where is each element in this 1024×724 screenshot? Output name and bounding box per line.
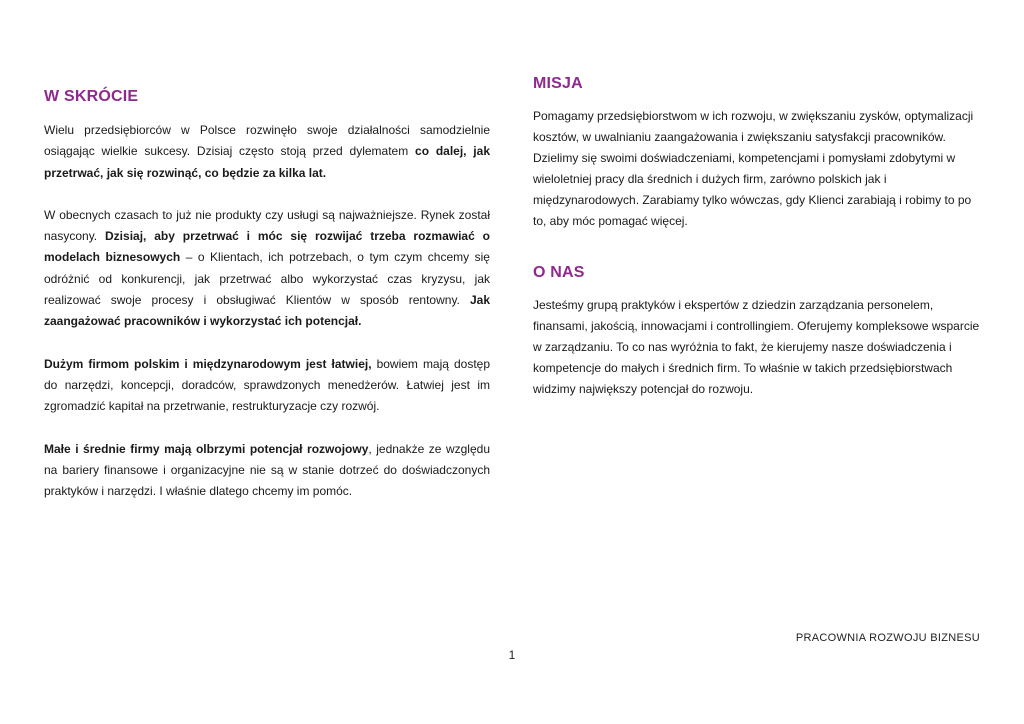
paragraph-intro: [44, 120, 490, 184]
paragraph-o-nas: Jesteśmy grupą praktyków i ekspertów z dziedzin zarządzania personelem, finansami, jakością, innowacjami i controllingiem. Oferujemy kompleksowe wsparcie w zarządzaniu. To co nas wyróżnia to fakt, że kierujemy nasze doświadczenia i kompetencje do małych i średnich firm. To właśnie w takich przedsiębiorstwach widzimy największy potencjał do rozwoju.: [533, 298, 980, 396]
footer-brand: PRACOWNIA ROZWOJU BIZNESU: [795, 632, 980, 644]
paragraph-big-firms-text: bowiem mają dostęp do narzędzi, koncepcji, doradców, sprawdzonych menedżerów. Łatwiej jest im zgromadzić kapitał na przetrwanie, restrukturyzacje czy rozwój.: [44, 356, 490, 414]
paragraph-small-firms: [44, 439, 490, 503]
section-heading-misja: MISJA: [533, 75, 583, 92]
paragraph-intro-bold: co dalej, jak przetrwać, jak się rozwinąć, co będzie za kilka lat.: [44, 144, 490, 180]
right-column: [533, 75, 981, 400]
paragraph-small-firms-bold: Małe i średnie firmy mają olbrzymi potencjał rozwojowy: [44, 441, 369, 456]
paragraph-intro-text: Wielu przedsiębiorców w Polsce rozwinęło swoje działalności samodzielnie osiągając wielkie sukcesy. Dzisiaj często stoją przed dylematem: [44, 123, 490, 159]
section-heading-w-skrocie: W SKRÓCIE: [44, 88, 139, 105]
paragraph-big-firms-bold: Dużym firmom polskim i międzynarodowym jest łatwiej,: [44, 356, 372, 371]
paragraph-market-text-2: – o Klientach, ich potrzebach, o tym czym chcemy się odróżnić od konkurencji, jak przetrwać albo wykorzystać czas kryzysu, jak realizować swoje procesy i obsługiwać Klientów w sposób rentowny.: [44, 250, 490, 308]
paragraph-small-firms-text: , jednakże ze względu na bariery finansowe i organizacyjne nie są w stanie dotrzeć do doświadczonych praktyków i narzędzi. I właśnie dlatego chcemy im pomóc.: [44, 441, 490, 499]
paragraph-market-bold-2: Jak zaangażować pracowników i wykorzystać ich potencjał.: [44, 293, 490, 329]
left-column: [44, 88, 490, 523]
paragraph-market-bold-1: Dzisiaj, aby przetrwać i móc się rozwijać trzeba rozmawiać o modelach biznesowych: [44, 229, 490, 265]
paragraph-misja: Pomagamy przedsiębiorstwom w ich rozwoju, w zwiększaniu zysków, optymalizacji kosztów, w uwalnianiu zaangażowania i zwiększaniu satysfakcji pracowników. Dzielimy się swoimi doświadczeniami, kompetencjami i pomysłami zdobytymi w wieloletniej pracy dla średnich i dużych firm, zarówno polskich jak i międzynarodowych. Zarabiamy tylko wówczas, gdy Klienci zarabiają i robimy to po to, aby móc pomagać więcej.: [533, 109, 974, 228]
paragraph-market-text-1: W obecnych czasach to już nie produkty czy usługi są najważniejsze. Rynek został nasycony.: [44, 207, 490, 244]
paragraph-market: [44, 205, 490, 333]
section-heading-o-nas: O NAS: [533, 264, 585, 281]
paragraph-big-firms: [44, 354, 490, 418]
page-number: 1: [508, 648, 516, 662]
